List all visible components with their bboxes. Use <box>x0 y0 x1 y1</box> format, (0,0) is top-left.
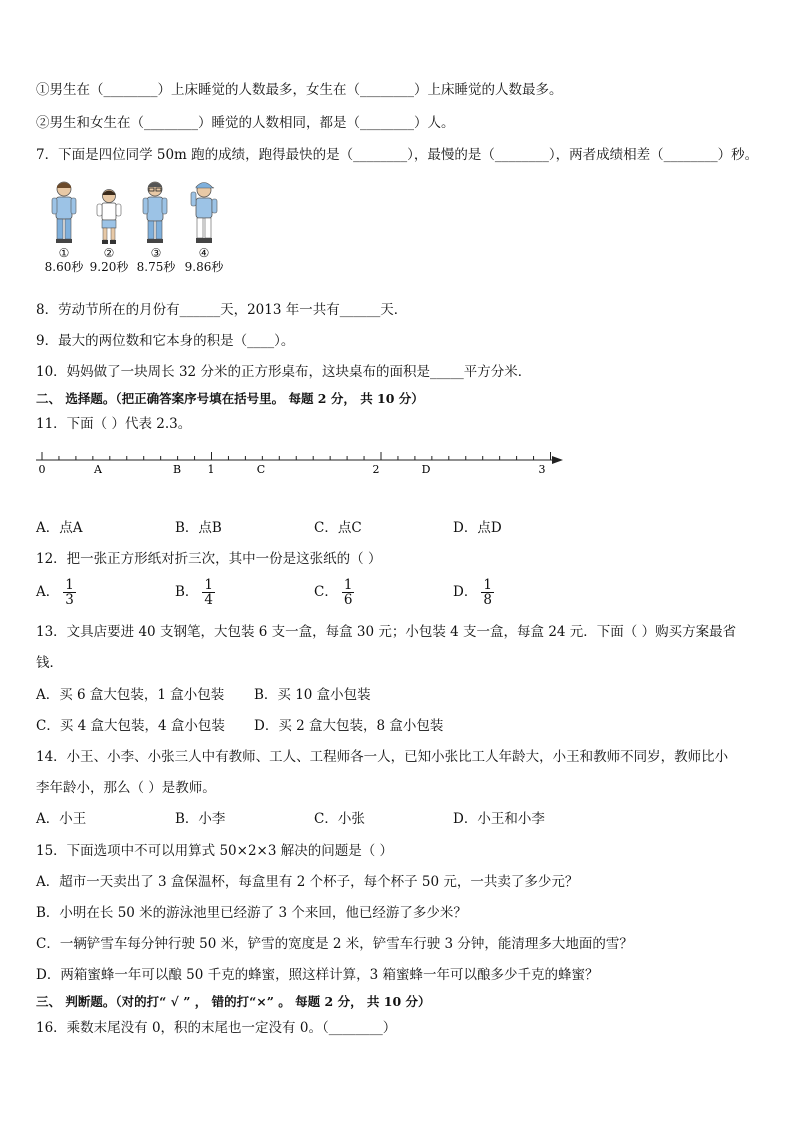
question-14-line-1: 14．小王、小李、小张三人中有教师、工人、工程师各一人，已知小张比工人年龄大，小王和教师不同岁，教师比小 <box>36 749 729 765</box>
kid-1-figure <box>46 180 82 244</box>
q11-option-a[interactable]: A．点A <box>36 520 83 536</box>
kid-1-label: ① 8.60秒 <box>44 246 84 274</box>
q12-option-a-prefix: A． <box>36 584 60 600</box>
kid-2-figure <box>94 188 124 244</box>
q12-option-a-fraction: $\frac{1}{3}$ <box>65 577 74 608</box>
question-8: 8．劳动节所在的月份有______天，2013 年一共有______天． <box>36 302 408 318</box>
q14-option-a[interactable]: A．小王 <box>36 811 87 827</box>
q12-option-b-prefix: B． <box>175 584 199 600</box>
question-7: 7．下面是四位同学 50m 跑的成绩，跑得最快的是（________），最慢的是（________），两者成绩相差（________）秒。 <box>36 147 759 163</box>
q14-option-c[interactable]: C．小张 <box>314 811 365 827</box>
number-line-label-3: 3 <box>538 463 546 476</box>
question-line-2: ②男生和女生在（________）睡觉的人数相同，都是（________）人。 <box>36 115 455 131</box>
question-10: 10．妈妈做了一块周长 32 分米的正方形桌布，这块桌布的面积是_____平方分米． <box>36 364 532 380</box>
q13-option-d[interactable]: D．买 2 盒大包装，8 盒小包装 <box>254 718 444 734</box>
question-13-line-1: 13．文具店要进 40 支钢笔，大包装 6 支一盒，每盒 30 元；小包装 4 支一盒，每盒 24 元．下面（ ）购买方案最省 <box>36 624 737 640</box>
q11-option-c[interactable]: C．点C <box>314 520 362 536</box>
q15-option-d[interactable]: D．两箱蜜蜂一年可以酿 50 千克的蜂蜜，照这样计算，3 箱蜜蜂一年可以酿多少千克的蜂蜜？ <box>36 967 599 983</box>
number-line-label-A: A <box>94 463 102 476</box>
question-line-1: ①男生在（________）上床睡觉的人数最多，女生在（________）上床睡觉的人数最多。 <box>36 82 563 98</box>
q14-option-b[interactable]: B．小李 <box>175 811 226 827</box>
q12-option-b[interactable] <box>175 578 215 607</box>
question-11: 11．下面（ ）代表 2.3。 <box>36 416 192 432</box>
number-line-label-0: 0 <box>38 463 46 476</box>
q13-option-b[interactable]: B．买 10 盒小包装 <box>254 687 371 703</box>
q15-option-c[interactable]: C．一辆铲雪车每分钟行驶 50 米，铲雪的宽度是 2 米，铲雪车行驶 3 分钟，能清理多大地面的雪？ <box>36 936 633 952</box>
number-line-label-D: D <box>421 463 431 476</box>
q12-option-b-fraction: $\frac{1}{4}$ <box>204 577 214 608</box>
number-line <box>30 440 570 480</box>
section-3-heading: 三、 判断题。（对的打“ √ ” ， 错的打“×” 。 每题 2 分， 共 10 分） <box>36 994 431 1009</box>
q13-option-a[interactable]: A．买 6 盒大包装，1 盒小包装 <box>36 687 225 703</box>
kid-4-figure <box>186 180 222 244</box>
kid-2-label: ② 9.20秒 <box>89 246 129 274</box>
question-13-line-2: 钱． <box>36 655 63 671</box>
q15-option-a[interactable]: A．超市一天卖出了 3 盒保温杯，每盒里有 2 个杯子，每个杯子 50 元，一共卖了多少元？ <box>36 874 579 890</box>
number-line-label-C: C <box>256 463 266 476</box>
number-line-label-B: B <box>172 463 182 476</box>
q13-option-c[interactable]: C．买 4 盒大包装，4 盒小包装 <box>36 718 225 734</box>
kid-4-label: ④ 9.86秒 <box>184 246 224 274</box>
q12-option-c-prefix: C． <box>314 584 338 600</box>
number-line-label-1: 1 <box>207 463 215 476</box>
q12-option-c-fraction: $\frac{1}{6}$ <box>343 577 353 608</box>
q12-option-d[interactable] <box>453 578 494 607</box>
number-line-label-2: 2 <box>372 463 380 476</box>
q12-option-d-prefix: D． <box>453 584 478 600</box>
q12-option-d-fraction: $\frac{1}{8}$ <box>483 577 492 608</box>
section-2-heading: 二、 选择题。（把正确答案序号填在括号里。 每题 2 分， 共 10 分） <box>36 391 424 406</box>
kid-3-figure <box>138 180 172 244</box>
kid-3-label: ③ 8.75秒 <box>136 246 176 274</box>
q15-option-b[interactable]: B．小明在长 50 米的游泳池里已经游了 3 个来回，他已经游了多少米？ <box>36 905 467 921</box>
q11-option-d[interactable]: D．点D <box>453 520 502 536</box>
q12-option-a[interactable] <box>36 578 76 607</box>
q12-option-c[interactable] <box>314 578 354 607</box>
question-9: 9．最大的两位数和它本身的积是（____）。 <box>36 333 295 349</box>
question-15: 15．下面选项中不可以用算式 50×2×3 解决的问题是（ ） <box>36 843 394 859</box>
q11-option-b[interactable]: B．点B <box>175 520 222 536</box>
q14-option-d[interactable]: D．小王和小李 <box>453 811 545 827</box>
question-14-line-2: 李年龄小，那么（ ）是教师。 <box>36 780 216 796</box>
question-16: 16．乘数末尾没有 0，积的末尾也一定没有 0。（________） <box>36 1020 397 1036</box>
question-12: 12．把一张正方形纸对折三次，其中一份是这张纸的（ ） <box>36 551 382 567</box>
